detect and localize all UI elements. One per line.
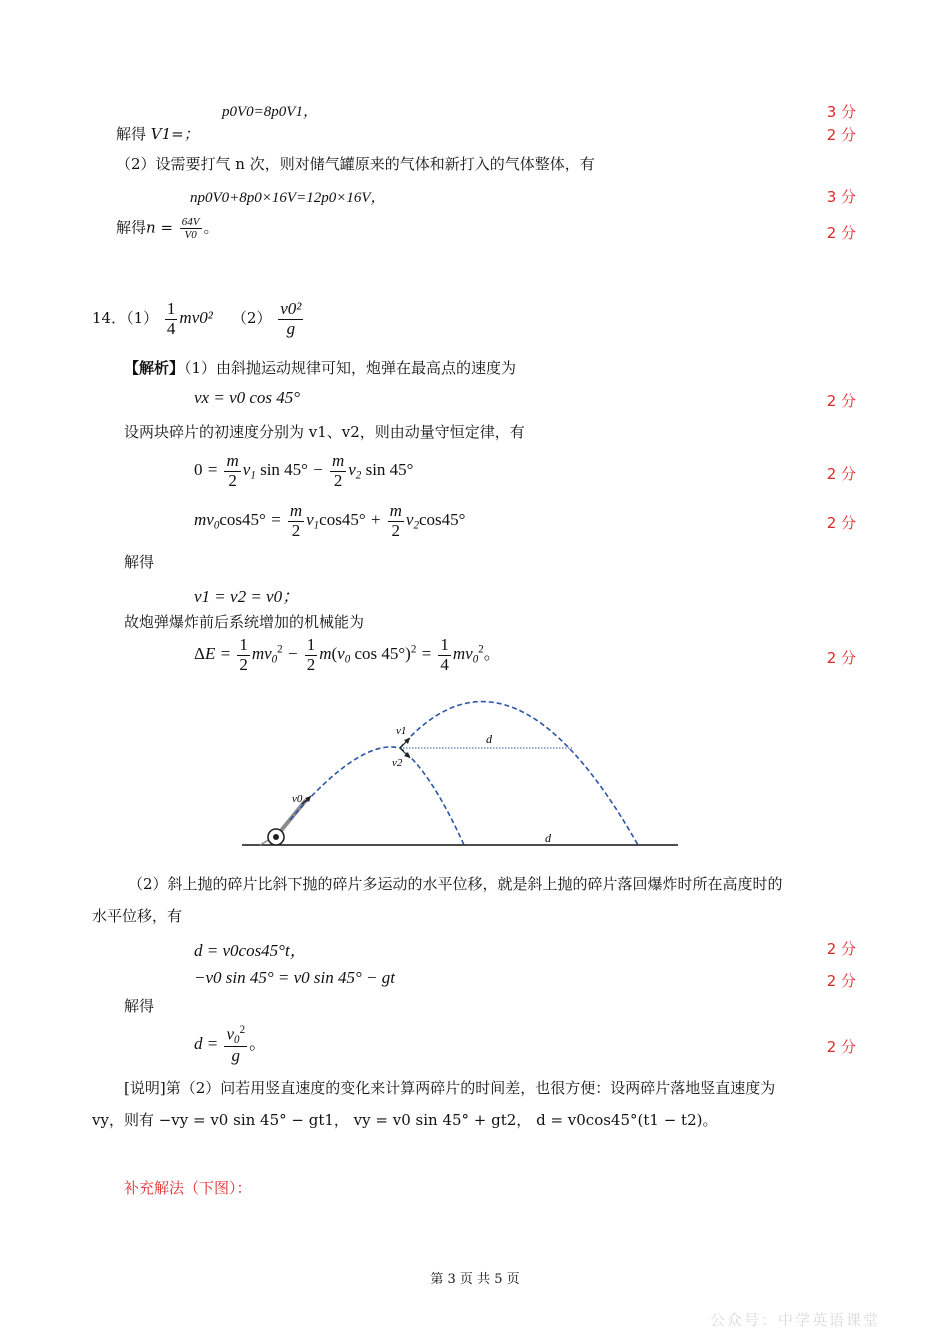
q14-note-line1: [说明]第（2）问若用竖直速度的变化来计算两碎片的时间差，也很方便：设两碎片落地竖直速度为 (124, 1079, 776, 1097)
q14-solve2-label: 解得 (124, 997, 155, 1015)
q14-part2-line1: （2）斜上抛的碎片比斜下抛的碎片多运动的水平位移，就是斜上抛的碎片落回爆炸时所在高度时的 (128, 875, 783, 893)
q14-analysis-line: 【解析】（1）由斜抛运动规律可知，炮弹在最高点的速度为 (124, 359, 517, 377)
q14-eq-d3-score: 2 分 (826, 1038, 856, 1056)
q14-eq-momentum-2: $mv_0\cos 45^\circ$ = $\frac{m}{2}$ $v_1\cos 45^\circ$ + $\frac{m}{2}$ $v_2\cos 45^\circ$ (194, 501, 466, 540)
q14-note-line2: vy，则有 −vy = v0 sin 45° − gt1， vy = v0 sin 45° + gt2， d = v0cos45°(t1 − t2)。 (92, 1111, 718, 1129)
page-footer: 第 3 页 共 5 页 (430, 1272, 520, 1287)
q14-eq-energy: ΔE = $\frac{1}{2}$ $mv_0^2$ − $\frac{1}{2}$ $m(v_0$ cos 45°)$^2$ = $\frac{1}{4}$ $mv_0^2$。 (194, 635, 501, 674)
q14-eq-d1: d = v0cos45°t， (194, 941, 307, 960)
watermark: 公众号：中学英语课堂 (709, 1311, 880, 1329)
label-v0: v0 (292, 793, 303, 805)
q14-energy-text: 故炮弹爆炸前后系统增加的机械能为 (124, 613, 365, 631)
q14-eq-d3: d = $\frac{v_0^2}{g}$ 。 (194, 1024, 267, 1066)
label-v1: v1 (396, 725, 407, 737)
q13-solve1: 解得 V1=； (116, 125, 199, 143)
q14-solve-label: 解得 (124, 553, 155, 571)
q14-eq-momentum-2-score: 2 分 (826, 514, 856, 532)
q14-eq-momentum-1-score: 2 分 (826, 465, 856, 483)
q14-eq-vx: vx = v0 cos 45° (194, 388, 301, 407)
q14-answer-line: 14．（1） $\frac{1}{4}$ mv0² （2） $\frac{\text{v0²}}{g}$ (92, 299, 302, 338)
trajectory-fragment-2 (400, 748, 464, 845)
trajectory-fragment-1 (400, 702, 638, 845)
label-d-bottom: d (545, 831, 551, 845)
q14-eq-d2: −v0 sin 45° = v0 sin 45° − gt (194, 968, 396, 987)
label-d-top: d (486, 732, 492, 746)
label-v2: v2 (392, 757, 403, 769)
q13-eq2-score: 3 分 (826, 188, 856, 206)
projectile-diagram (220, 680, 680, 855)
q14-eq-d1-score: 2 分 (826, 940, 856, 958)
q14-part2-line2: 水平位移，有 (92, 907, 183, 925)
q14-eq-momentum-1: 0 = $\frac{m}{2}$ $v_1$ sin 45° − $\frac{m}{2}$ $v_2$ sin 45° (194, 451, 414, 490)
trajectory-initial (290, 747, 400, 820)
q14-supplement: 补充解法（下图）： (124, 1179, 252, 1197)
q13-solve2: 解得n = $\frac{64V}{V0}$ 。 (116, 216, 219, 242)
q13-eq1-score: 3 分 (826, 103, 856, 121)
q14-set-text: 设两块碎片的初速度分别为 v1、v2，则由动量守恒定律，有 (124, 423, 525, 441)
q14-eq-v1v2: v1 = v2 = v0； (194, 587, 300, 606)
q14-eq-d2-score: 2 分 (826, 972, 856, 990)
q13-solve1-score: 2 分 (826, 126, 856, 144)
q13-part2-text: （2）设需要打气 n 次，则对储气罐原来的气体和新打入的气体整体，有 (116, 155, 595, 173)
q14-eq-vx-score: 2 分 (826, 392, 856, 410)
q14-eq-energy-score: 2 分 (826, 649, 856, 667)
q13-eq2: np0V0+8p0×16V=12p0×16V， (190, 190, 386, 206)
q13-solve2-score: 2 分 (826, 224, 856, 242)
q13-eq1: p0V0=8p0V1， (222, 104, 318, 120)
